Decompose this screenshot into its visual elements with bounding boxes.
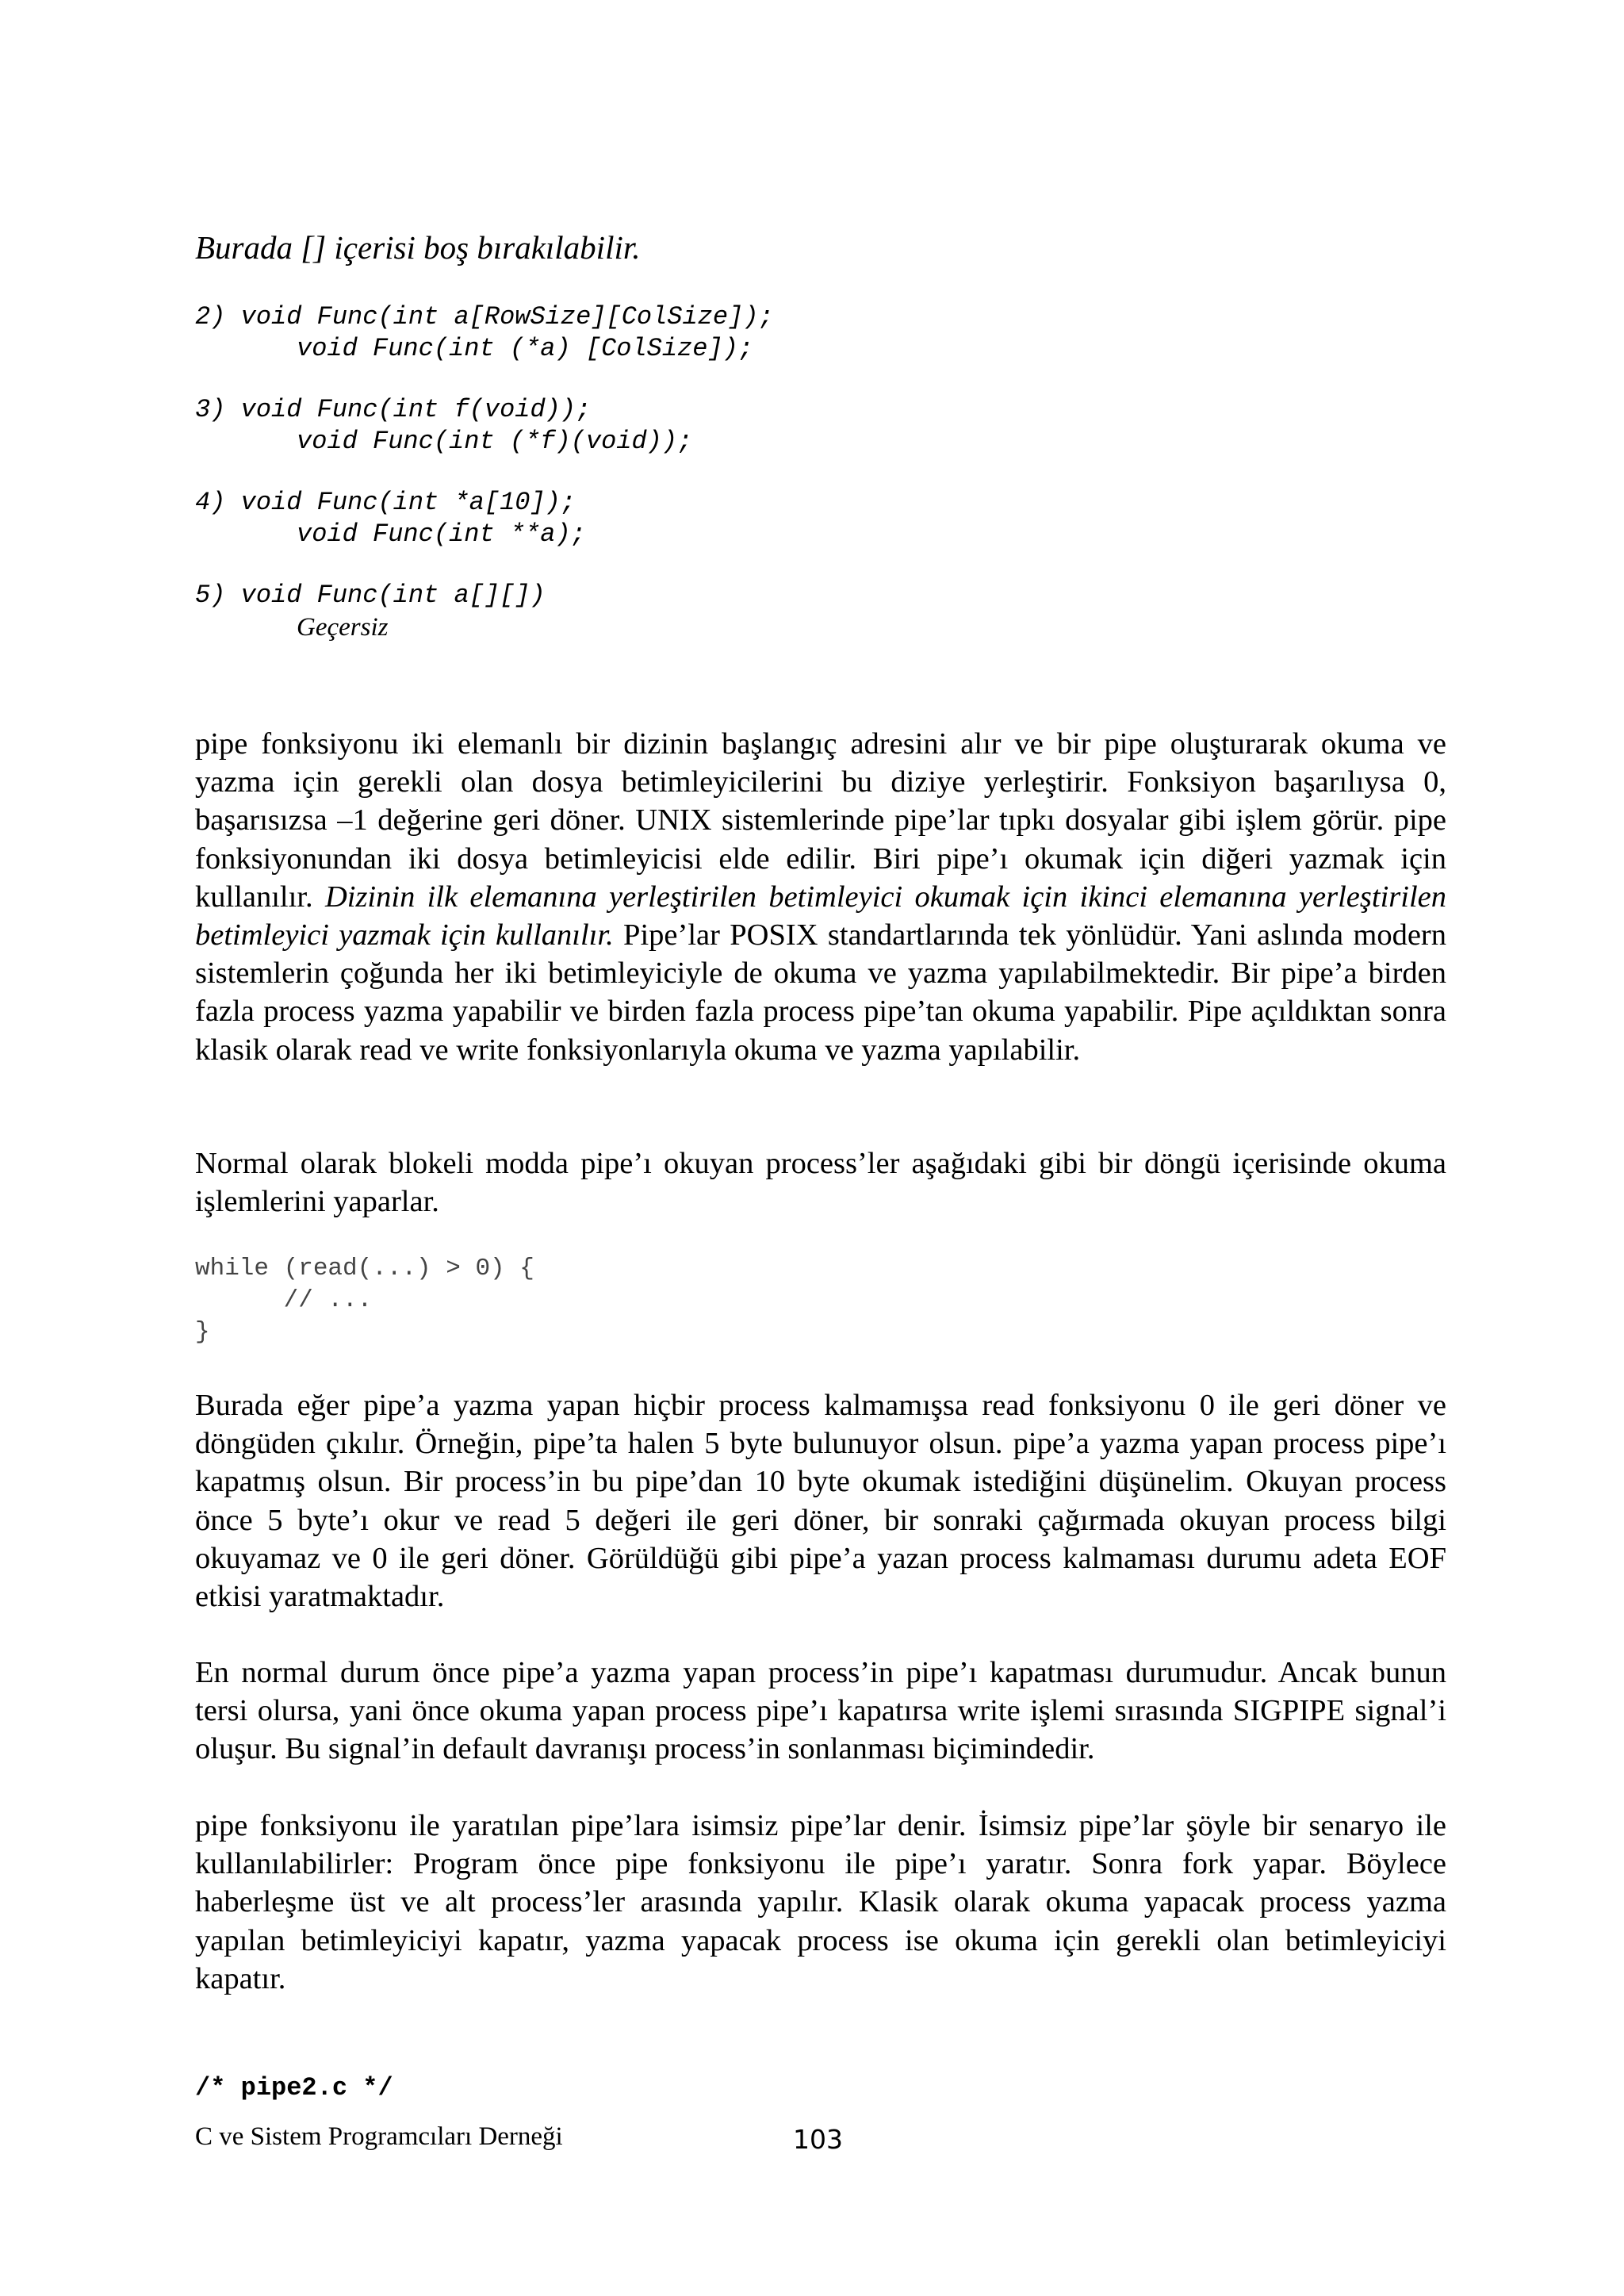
- signature-note: Geçersiz: [297, 613, 389, 642]
- paragraph-pipe-intro: [195, 725, 1446, 1069]
- intro-text: Burada [] içerisi boş bırakılabilir.: [195, 229, 641, 266]
- signature-alt-line: void Func(int **a);: [297, 519, 586, 549]
- signature-line: 2) void Func(int a[RowSize][ColSize]);: [195, 302, 774, 332]
- paragraph-unnamed-pipes: pipe fonksiyonu ile yaratılan pipe’lara isimsiz pipe’lar denir. İsimsiz pipe’lar şöyle bir senaryo ile kullanılabilirler: Program önce pipe fonksiyonu ile pipe’ı yaratır. Sonra fork yapar. Böylece haberleşme üst ve alt process’ler arasında yapılır. Klasik olarak okuma yapacak process yazma yapılan betimleyiciyi kapatır, yazma yapacak process ise okuma için gerekli olan betimleyiciyi kapatır.: [195, 1809, 1446, 1995]
- code-file-title: /* pipe2.c */: [195, 2073, 393, 2102]
- code-line: }: [195, 1318, 210, 1346]
- code-line: // ...: [195, 1286, 373, 1314]
- page-number: 103: [793, 2124, 843, 2155]
- function-signature-list: [195, 301, 1305, 673]
- read-loop-code: [195, 1253, 534, 1348]
- paragraph-eof-behavior: Burada eğer pipe’a yazma yapan hiçbir process kalmamışsa read fonksiyonu 0 ile geri döner ve döngüden çıkılır. Örneğin, pipe’ta halen 5 byte bulunuyor olsun. pipe’a yazma yapan process pipe’ı kapatmış olsun. Bir process’in bu pipe’dan 10 byte okumak istediğini düşünelim. Okuyan process önce 5 byte’ı okur ve read 5 değeri ile geri döner, bir sonraki çağırmada okuyan process bilgi okuyamaz ve 0 ile geri döner. Görüldüğü gibi pipe’a yazan process kalmaması durumu adeta EOF etkisi yaratmaktadır.: [195, 1389, 1446, 1614]
- footer-organization: C ve Sistem Programcıları Derneği: [195, 2122, 563, 2151]
- paragraph-sigpipe: En normal durum önce pipe’a yazma yapan process’in pipe’ı kapatması durumudur. Ancak bunun tersi olursa, yani önce okuma yapan process pipe’ı kapatırsa write işlemi sırasında SIGPIPE signal’i oluşur. Bu signal’in default davranışı process’in sonlanması biçimindedir.: [195, 1656, 1446, 1766]
- signature-alt-line: void Func(int (*a) [ColSize]);: [297, 334, 754, 363]
- paragraph-emphasis: Dizinin ilk elemanına yerleştirilen betimleyici okumak için ikinci elemanına yerleştirilen betimleyici yazmak için kullanılır.: [195, 880, 1446, 953]
- signature-line: 5) void Func(int a[][]): [195, 581, 546, 610]
- signature-alt-line: void Func(int (*f)(void));: [297, 427, 693, 456]
- signature-item-5: [195, 580, 1305, 643]
- signature-line: 4) void Func(int *a[10]);: [195, 488, 576, 517]
- signature-item-2: [195, 301, 1305, 365]
- signature-item-3: [195, 394, 1305, 458]
- paragraph-text: Pipe’lar POSIX standartlarında tek yönlüdür. Yani aslında modern sistemlerin çoğunda her iki betimleyiciyle de okuma ve yazma yapılabilmektedir. Bir pipe’a birden fazla process yazma yapabilir ve birden fazla process pipe’tan okuma yapabilir. Pipe açıldıktan sonra klasik olarak read ve write fonksiyonlarıyla okuma ve yazma yapılabilir.: [195, 918, 1447, 1067]
- signature-item-4: [195, 487, 1305, 550]
- signature-line: 3) void Func(int f(void));: [195, 395, 592, 424]
- paragraph-blocking-mode: Normal olarak blokeli modda pipe’ı okuyan process’ler aşağıdaki gibi bir döngü içerisinde okuma işlemlerini yaparlar.: [195, 1147, 1446, 1219]
- code-line: while (read(...) > 0) {: [195, 1255, 534, 1282]
- paragraph-text: pipe fonksiyonu iki elemanlı bir dizinin başlangıç adresini alır ve bir pipe oluşturarak okuma ve yazma için gerekli olan dosya betimleyicilerini bu diziye yerleştirir. Fonksiyon başarılıysa 0, başarısızsa –1 değerine geri döner. UNIX sistemlerinde pipe’lar tıpkı dosyalar gibi işlem görür. pipe fonksiyonundan iki dosya betimleyicisi elde edilir. Biri pipe’ı okumak için diğeri yazmak için kullanılır.: [195, 727, 1446, 914]
